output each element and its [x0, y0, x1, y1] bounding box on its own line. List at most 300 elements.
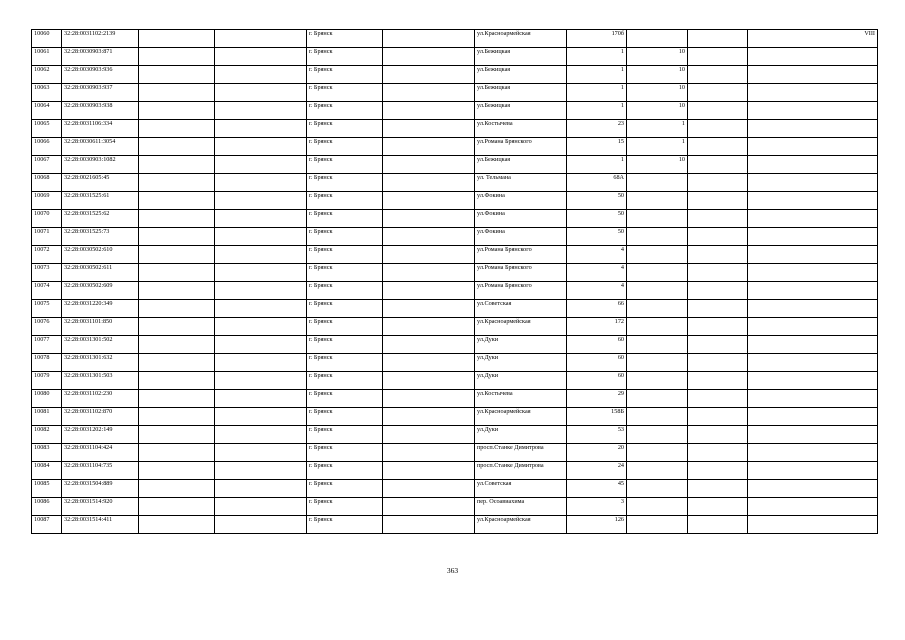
street-cell: ул.Красноармейская	[475, 408, 567, 426]
empty-cell	[139, 282, 215, 300]
empty-cell	[383, 516, 475, 534]
record-id-cell: 10087	[32, 516, 62, 534]
cadastral-number-cell: 32:28:0031301:502	[62, 336, 139, 354]
empty-cell	[139, 48, 215, 66]
record-id-cell: 10073	[32, 264, 62, 282]
house-number-cell: 66	[567, 300, 627, 318]
house-number-cell: 4	[567, 282, 627, 300]
empty-cell	[215, 372, 307, 390]
street-cell: ул.Фокина	[475, 192, 567, 210]
house-number-cell: 60	[567, 336, 627, 354]
category-cell	[748, 516, 878, 534]
empty-cell	[688, 516, 748, 534]
cadastral-number-cell: 32:28:0031106:334	[62, 120, 139, 138]
record-id-cell: 10075	[32, 300, 62, 318]
quantity-cell: 10	[627, 66, 688, 84]
empty-cell	[383, 354, 475, 372]
category-cell	[748, 300, 878, 318]
empty-cell	[215, 354, 307, 372]
city-cell: г. Брянск	[307, 498, 383, 516]
record-id-cell: 10070	[32, 210, 62, 228]
quantity-cell: 1	[627, 120, 688, 138]
empty-cell	[215, 498, 307, 516]
record-id-cell: 10071	[32, 228, 62, 246]
table-row	[32, 390, 878, 408]
street-cell: ул.Дуки	[475, 336, 567, 354]
category-cell	[748, 354, 878, 372]
empty-cell	[139, 174, 215, 192]
quantity-cell	[627, 354, 688, 372]
table-row	[32, 246, 878, 264]
empty-cell	[139, 228, 215, 246]
category-cell	[748, 282, 878, 300]
city-cell: г. Брянск	[307, 48, 383, 66]
street-cell: ул.Костычева	[475, 390, 567, 408]
category-cell	[748, 228, 878, 246]
empty-cell	[139, 408, 215, 426]
empty-cell	[215, 462, 307, 480]
category-cell	[748, 336, 878, 354]
quantity-cell	[627, 336, 688, 354]
table-row	[32, 264, 878, 282]
quantity-cell: 10	[627, 102, 688, 120]
cadastral-number-cell: 32:28:0031101:850	[62, 318, 139, 336]
street-cell: ул.Дуки	[475, 354, 567, 372]
empty-cell	[215, 228, 307, 246]
street-cell: ул.Советская	[475, 480, 567, 498]
category-cell	[748, 48, 878, 66]
quantity-cell	[627, 300, 688, 318]
quantity-cell	[627, 480, 688, 498]
cadastral-number-cell: 32:28:0031514:920	[62, 498, 139, 516]
empty-cell	[688, 120, 748, 138]
empty-cell	[383, 48, 475, 66]
empty-cell	[215, 120, 307, 138]
empty-cell	[215, 300, 307, 318]
house-number-cell: 15	[567, 138, 627, 156]
table-row	[32, 336, 878, 354]
cadastral-number-cell: 32:28:0030903:936	[62, 66, 139, 84]
city-cell: г. Брянск	[307, 480, 383, 498]
cadastral-number-cell: 32:28:0031102:870	[62, 408, 139, 426]
empty-cell	[139, 102, 215, 120]
empty-cell	[688, 156, 748, 174]
city-cell: г. Брянск	[307, 372, 383, 390]
empty-cell	[383, 498, 475, 516]
quantity-cell	[627, 462, 688, 480]
city-cell: г. Брянск	[307, 246, 383, 264]
quantity-cell	[627, 408, 688, 426]
empty-cell	[139, 84, 215, 102]
street-cell: ул.Дуки	[475, 372, 567, 390]
empty-cell	[215, 102, 307, 120]
quantity-cell	[627, 282, 688, 300]
empty-cell	[215, 480, 307, 498]
table-row	[32, 300, 878, 318]
empty-cell	[383, 102, 475, 120]
house-number-cell: 172	[567, 318, 627, 336]
house-number-cell: 53	[567, 426, 627, 444]
empty-cell	[139, 480, 215, 498]
house-number-cell: 4	[567, 246, 627, 264]
house-number-cell: 60	[567, 354, 627, 372]
category-cell	[748, 84, 878, 102]
house-number-cell: 50	[567, 228, 627, 246]
empty-cell	[139, 354, 215, 372]
category-cell	[748, 480, 878, 498]
record-id-cell: 10078	[32, 354, 62, 372]
empty-cell	[139, 318, 215, 336]
empty-cell	[688, 300, 748, 318]
house-number-cell: 23	[567, 120, 627, 138]
city-cell: г. Брянск	[307, 192, 383, 210]
empty-cell	[383, 426, 475, 444]
quantity-cell	[627, 192, 688, 210]
empty-cell	[688, 480, 748, 498]
empty-cell	[139, 444, 215, 462]
quantity-cell	[627, 30, 688, 48]
street-cell: ул.Бежицкая	[475, 48, 567, 66]
table-row	[32, 102, 878, 120]
empty-cell	[688, 462, 748, 480]
category-cell	[748, 102, 878, 120]
record-id-cell: 10083	[32, 444, 62, 462]
table-row	[32, 138, 878, 156]
table-row	[32, 156, 878, 174]
empty-cell	[139, 498, 215, 516]
empty-cell	[139, 30, 215, 48]
table-row	[32, 30, 878, 48]
cadastral-number-cell: 32:28:0031102:230	[62, 390, 139, 408]
city-cell: г. Брянск	[307, 210, 383, 228]
category-cell	[748, 318, 878, 336]
empty-cell	[383, 84, 475, 102]
cadastral-number-cell: 32:28:0031525:62	[62, 210, 139, 228]
street-cell: ул.Бежицкая	[475, 84, 567, 102]
cadastral-number-cell: 32:28:0031525:61	[62, 192, 139, 210]
house-number-cell: 68А	[567, 174, 627, 192]
street-cell: ул.Бежицкая	[475, 156, 567, 174]
cadastral-number-cell: 32:28:0031202:149	[62, 426, 139, 444]
record-id-cell: 10068	[32, 174, 62, 192]
cadastral-number-cell: 32:28:0031301:503	[62, 372, 139, 390]
street-cell: ул.Фокина	[475, 210, 567, 228]
house-number-cell: 4	[567, 264, 627, 282]
cadastral-number-cell: 32:28:0031525:73	[62, 228, 139, 246]
street-cell: ул.Романа Брянского	[475, 246, 567, 264]
city-cell: г. Брянск	[307, 516, 383, 534]
house-number-cell: 20	[567, 444, 627, 462]
empty-cell	[139, 300, 215, 318]
quantity-cell	[627, 498, 688, 516]
street-cell: ул. Тельмана	[475, 174, 567, 192]
street-cell: ул.Красноармейская	[475, 318, 567, 336]
category-cell	[748, 120, 878, 138]
quantity-cell	[627, 264, 688, 282]
category-cell	[748, 138, 878, 156]
empty-cell	[215, 426, 307, 444]
empty-cell	[688, 30, 748, 48]
house-number-cell: 1	[567, 102, 627, 120]
table-row	[32, 480, 878, 498]
empty-cell	[139, 66, 215, 84]
category-cell	[748, 390, 878, 408]
record-id-cell: 10065	[32, 120, 62, 138]
empty-cell	[688, 444, 748, 462]
table-row	[32, 516, 878, 534]
empty-cell	[688, 210, 748, 228]
record-id-cell: 10067	[32, 156, 62, 174]
empty-cell	[139, 192, 215, 210]
cadastral-number-cell: 32:28:0031514:411	[62, 516, 139, 534]
house-number-cell: 1	[567, 66, 627, 84]
street-cell: ул.Бежицкая	[475, 102, 567, 120]
city-cell: г. Брянск	[307, 30, 383, 48]
record-id-cell: 10072	[32, 246, 62, 264]
city-cell: г. Брянск	[307, 138, 383, 156]
category-cell	[748, 444, 878, 462]
cadastral-number-cell: 32:28:0031104:424	[62, 444, 139, 462]
house-number-cell: 50	[567, 210, 627, 228]
empty-cell	[688, 372, 748, 390]
category-cell	[748, 246, 878, 264]
empty-cell	[383, 246, 475, 264]
registry-table	[31, 29, 878, 534]
table-row	[32, 462, 878, 480]
city-cell: г. Брянск	[307, 426, 383, 444]
empty-cell	[139, 516, 215, 534]
empty-cell	[215, 336, 307, 354]
record-id-cell: 10069	[32, 192, 62, 210]
record-id-cell: 10077	[32, 336, 62, 354]
cadastral-number-cell: 32:28:0030502:611	[62, 264, 139, 282]
empty-cell	[688, 174, 748, 192]
cadastral-number-cell: 32:28:0030903:871	[62, 48, 139, 66]
table-row	[32, 498, 878, 516]
empty-cell	[383, 390, 475, 408]
quantity-cell	[627, 516, 688, 534]
house-number-cell: 170б	[567, 30, 627, 48]
city-cell: г. Брянск	[307, 444, 383, 462]
empty-cell	[139, 390, 215, 408]
quantity-cell: 10	[627, 156, 688, 174]
quantity-cell	[627, 228, 688, 246]
empty-cell	[215, 282, 307, 300]
empty-cell	[215, 48, 307, 66]
record-id-cell: 10063	[32, 84, 62, 102]
category-cell	[748, 426, 878, 444]
category-cell	[748, 174, 878, 192]
house-number-cell: 24	[567, 462, 627, 480]
quantity-cell: 10	[627, 84, 688, 102]
empty-cell	[688, 246, 748, 264]
street-cell: ул.Красноармейская	[475, 516, 567, 534]
city-cell: г. Брянск	[307, 66, 383, 84]
record-id-cell: 10085	[32, 480, 62, 498]
record-id-cell: 10086	[32, 498, 62, 516]
record-id-cell: 10066	[32, 138, 62, 156]
record-id-cell: 10080	[32, 390, 62, 408]
street-cell: ул.Фокина	[475, 228, 567, 246]
empty-cell	[383, 30, 475, 48]
record-id-cell: 10076	[32, 318, 62, 336]
house-number-cell: 126	[567, 516, 627, 534]
house-number-cell: 45	[567, 480, 627, 498]
street-cell: пер. Осоавиахима	[475, 498, 567, 516]
house-number-cell: 158Б	[567, 408, 627, 426]
category-cell	[748, 210, 878, 228]
empty-cell	[139, 210, 215, 228]
quantity-cell	[627, 210, 688, 228]
category-cell	[748, 156, 878, 174]
cadastral-number-cell: 32:28:0030611:3054	[62, 138, 139, 156]
category-cell: VIII	[748, 30, 878, 48]
empty-cell	[383, 210, 475, 228]
cadastral-number-cell: 32:28:0030502:609	[62, 282, 139, 300]
record-id-cell: 10074	[32, 282, 62, 300]
house-number-cell: 29	[567, 390, 627, 408]
empty-cell	[139, 120, 215, 138]
category-cell	[748, 498, 878, 516]
city-cell: г. Брянск	[307, 390, 383, 408]
city-cell: г. Брянск	[307, 174, 383, 192]
table-row	[32, 192, 878, 210]
street-cell: ул.Красноармейская	[475, 30, 567, 48]
quantity-cell	[627, 444, 688, 462]
empty-cell	[383, 444, 475, 462]
category-cell	[748, 462, 878, 480]
cadastral-number-cell: 32:28:0031301:632	[62, 354, 139, 372]
empty-cell	[215, 318, 307, 336]
street-cell: ул.Дуки	[475, 426, 567, 444]
empty-cell	[688, 282, 748, 300]
city-cell: г. Брянск	[307, 156, 383, 174]
empty-cell	[139, 246, 215, 264]
cadastral-number-cell: 32:28:0031102:2139	[62, 30, 139, 48]
quantity-cell: 10	[627, 48, 688, 66]
empty-cell	[383, 480, 475, 498]
cadastral-number-cell: 32:28:0030502:610	[62, 246, 139, 264]
street-cell: ул.Советская	[475, 300, 567, 318]
street-cell: ул.Романа Брянского	[475, 138, 567, 156]
table-row	[32, 426, 878, 444]
empty-cell	[383, 300, 475, 318]
empty-cell	[215, 444, 307, 462]
empty-cell	[215, 246, 307, 264]
table-row	[32, 84, 878, 102]
cadastral-number-cell: 32:28:0031104:735	[62, 462, 139, 480]
quantity-cell	[627, 174, 688, 192]
empty-cell	[139, 462, 215, 480]
record-id-cell: 10062	[32, 66, 62, 84]
empty-cell	[139, 336, 215, 354]
city-cell: г. Брянск	[307, 336, 383, 354]
empty-cell	[688, 354, 748, 372]
empty-cell	[383, 120, 475, 138]
city-cell: г. Брянск	[307, 228, 383, 246]
cadastral-number-cell: 32:28:0030903:937	[62, 84, 139, 102]
city-cell: г. Брянск	[307, 354, 383, 372]
table-row	[32, 66, 878, 84]
empty-cell	[215, 138, 307, 156]
empty-cell	[688, 228, 748, 246]
empty-cell	[215, 210, 307, 228]
empty-cell	[215, 192, 307, 210]
empty-cell	[383, 462, 475, 480]
table-row	[32, 210, 878, 228]
street-cell: ул.Романа Брянского	[475, 264, 567, 282]
empty-cell	[215, 156, 307, 174]
cadastral-number-cell: 32:28:0031220:349	[62, 300, 139, 318]
quantity-cell	[627, 246, 688, 264]
street-cell: ул.Костычева	[475, 120, 567, 138]
table-row	[32, 174, 878, 192]
city-cell: г. Брянск	[307, 318, 383, 336]
house-number-cell: 1	[567, 48, 627, 66]
table-row	[32, 354, 878, 372]
table-row	[32, 444, 878, 462]
table-row	[32, 372, 878, 390]
empty-cell	[139, 426, 215, 444]
empty-cell	[383, 408, 475, 426]
house-number-cell: 1	[567, 84, 627, 102]
page-number: 363	[446, 566, 459, 575]
empty-cell	[688, 318, 748, 336]
empty-cell	[383, 174, 475, 192]
empty-cell	[688, 48, 748, 66]
empty-cell	[383, 156, 475, 174]
empty-cell	[688, 408, 748, 426]
category-cell	[748, 372, 878, 390]
record-id-cell: 10079	[32, 372, 62, 390]
cadastral-number-cell: 32:28:0031504:889	[62, 480, 139, 498]
quantity-cell	[627, 390, 688, 408]
empty-cell	[215, 174, 307, 192]
table-row	[32, 48, 878, 66]
street-cell: просп.Станке Димитрова	[475, 462, 567, 480]
empty-cell	[688, 498, 748, 516]
empty-cell	[688, 336, 748, 354]
category-cell	[748, 66, 878, 84]
empty-cell	[688, 138, 748, 156]
empty-cell	[215, 390, 307, 408]
table-row	[32, 318, 878, 336]
empty-cell	[688, 102, 748, 120]
empty-cell	[383, 282, 475, 300]
cadastral-number-cell: 32:28:0030903:1082	[62, 156, 139, 174]
record-id-cell: 10084	[32, 462, 62, 480]
city-cell: г. Брянск	[307, 120, 383, 138]
empty-cell	[139, 156, 215, 174]
city-cell: г. Брянск	[307, 102, 383, 120]
empty-cell	[383, 372, 475, 390]
table-row	[32, 282, 878, 300]
empty-cell	[215, 84, 307, 102]
empty-cell	[688, 84, 748, 102]
empty-cell	[215, 264, 307, 282]
street-cell: ул.Бежицкая	[475, 66, 567, 84]
empty-cell	[139, 138, 215, 156]
empty-cell	[383, 228, 475, 246]
city-cell: г. Брянск	[307, 84, 383, 102]
city-cell: г. Брянск	[307, 282, 383, 300]
quantity-cell	[627, 372, 688, 390]
record-id-cell: 10060	[32, 30, 62, 48]
house-number-cell: 50	[567, 192, 627, 210]
house-number-cell: 1	[567, 156, 627, 174]
record-id-cell: 10061	[32, 48, 62, 66]
cadastral-number-cell: 32:28:0030903:938	[62, 102, 139, 120]
